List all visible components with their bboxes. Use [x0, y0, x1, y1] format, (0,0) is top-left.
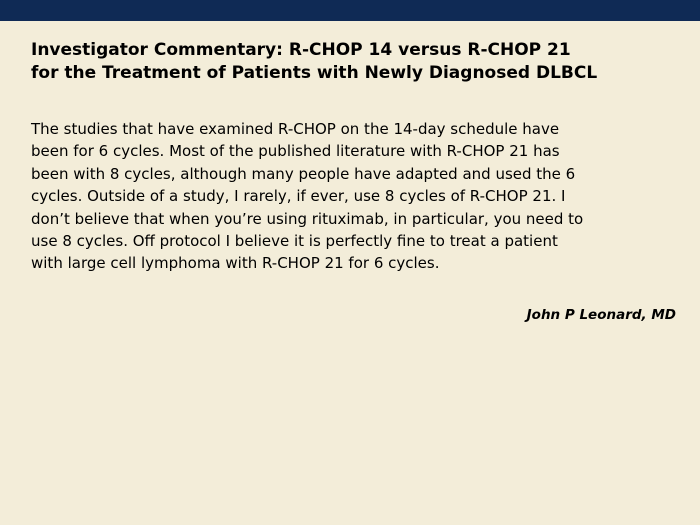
author-attribution: John P Leonard, MD	[526, 307, 676, 323]
commentary-line: with large cell lymphoma with R-CHOP 21 for 6 cycles.	[31, 254, 440, 273]
commentary-line: been with 8 cycles, although many people have adapted and used the 6	[31, 164, 576, 183]
header-bar	[0, 0, 700, 21]
commentary-line: don’t believe that when you’re using rituximab, in particular, you need to	[31, 209, 584, 228]
slide-title-line-1: Investigator Commentary: R-CHOP 14 versus R-CHOP 21	[31, 40, 571, 60]
commentary-line: The studies that have examined R-CHOP on the 14-day schedule have	[31, 120, 560, 138]
slide-title-line-2: for the Treatment of Patients with Newly Diagnosed DLBCL	[31, 63, 598, 83]
commentary-line: been for 6 cycles. Most of the published literature with R-CHOP 21 has	[31, 142, 560, 161]
commentary-line: cycles. Outside of a study, I rarely, if ever, use 8 cycles of R-CHOP 21. I	[31, 187, 566, 206]
commentary-text	[31, 118, 683, 275]
commentary-line: use 8 cycles. Off protocol I believe it is perfectly fine to treat a patient	[31, 232, 558, 251]
slide-title	[31, 39, 681, 85]
